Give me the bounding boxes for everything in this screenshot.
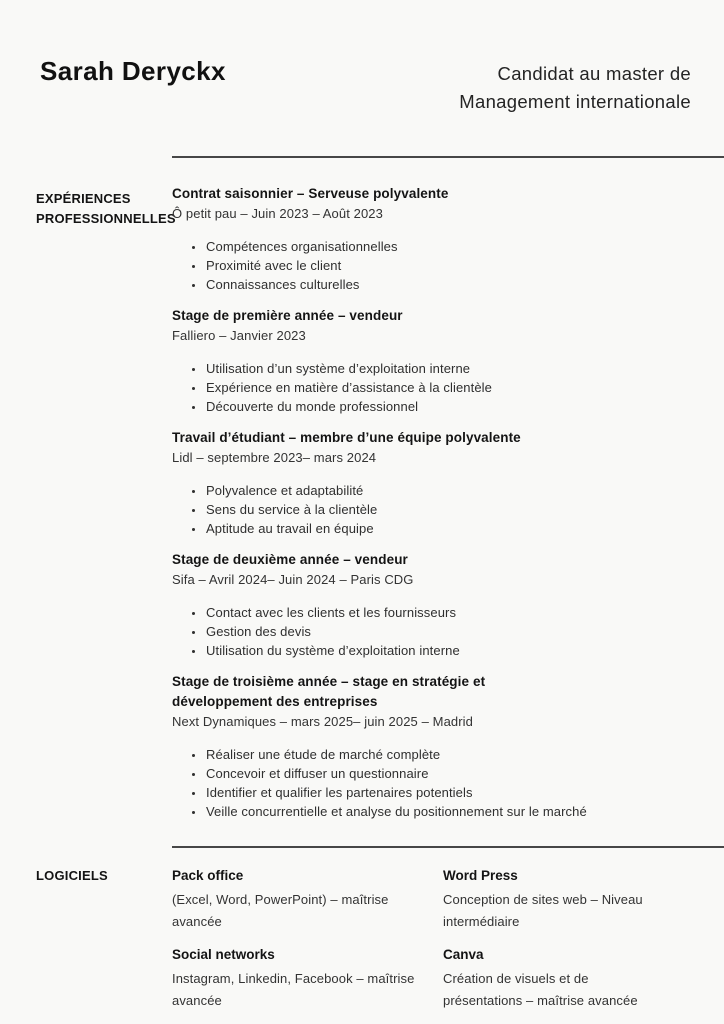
software-name: Pack office [172,868,244,883]
bullet-item: • Veille concurrentielle et analyse du positionnement sur le marché [205,802,590,821]
experience-title: Travail d’étudiant – membre d’une équipe polyvalente [172,430,521,445]
bullet-item: • Identifier et qualifier les partenaires potentiels [205,783,590,802]
software-item [443,866,702,932]
experiences-list [172,184,702,833]
experience-subtitle: Sifa – Avril 2024– Juin 2024 – Paris CDG [172,572,414,587]
software-name: Word Press [443,868,518,883]
experience-entry [172,550,702,660]
experience-subtitle: Next Dynamiques – mars 2025– juin 2025 – Madrid [172,714,473,729]
candidate-headline [459,60,691,116]
experience-entry [172,184,702,294]
headline-line-2: Management internationale [459,91,691,112]
experience-title: Stage de première année – vendeur [172,308,403,323]
section-label-experiences: EXPÉRIENCES PROFESSIONNELLES [36,191,176,226]
bullet-item: • Polyvalence et adaptabilité [205,481,590,500]
experience-bullets [172,481,702,538]
experience-entry [172,428,702,538]
experience-title: Contrat saisonnier – Serveuse polyvalente [172,186,449,201]
section-label-logiciels: LOGICIELS [36,868,108,883]
experience-entry [172,672,702,821]
experience-title: Stage de troisième année – stage en stratégie et développement des entreprises [172,674,486,709]
software-item [172,945,443,1011]
bullet-item: • Compétences organisationnelles [205,237,590,256]
candidate-name: Sarah Deryckx [40,56,226,86]
bullet-item: • Aptitude au travail en équipe [205,519,590,538]
experience-bullets [172,359,702,416]
software-description: (Excel, Word, PowerPoint) – maîtrise avancée [172,892,389,929]
experience-subtitle: Falliero – Janvier 2023 [172,328,306,343]
bullet-item: • Découverte du monde professionnel [205,397,590,416]
bottom-divider [172,846,724,848]
bullet-item: • Gestion des devis [205,622,590,641]
bullet-item: • Contact avec les clients et les fournisseurs [205,603,590,622]
experience-entry [172,306,702,416]
experience-bullets [172,745,702,821]
experience-subtitle: Ô petit pau – Juin 2023 – Août 2023 [172,206,383,221]
top-divider [172,156,724,158]
bullet-item: • Connaissances culturelles [205,275,590,294]
bullet-item: • Utilisation d’un système d’exploitation interne [205,359,590,378]
bullet-item: • Sens du service à la clientèle [205,500,590,519]
bullet-item: • Utilisation du système d’exploitation interne [205,641,590,660]
software-item [443,945,702,1011]
bullet-item: • Expérience en matière d’assistance à la clientèle [205,378,590,397]
software-name: Canva [443,947,484,962]
headline-line-1: Candidat au master de [497,63,691,84]
software-grid [172,866,702,1011]
bullet-item: • Concevoir et diffuser un questionnaire [205,764,590,783]
bullet-item: • Proximité avec le client [205,256,590,275]
software-item [172,866,443,932]
experience-bullets [172,237,702,294]
software-description: Conception de sites web – Niveau intermédiaire [443,892,643,929]
bullet-item: • Réaliser une étude de marché complète [205,745,590,764]
experience-title: Stage de deuxième année – vendeur [172,552,408,567]
experience-subtitle: Lidl – septembre 2023– mars 2024 [172,450,377,465]
experience-bullets [172,603,702,660]
software-name: Social networks [172,947,275,962]
software-description: Instagram, Linkedin, Facebook – maîtrise avancée [172,971,415,1008]
software-description: Création de visuels et de présentations – maîtrise avancée [443,971,638,1008]
